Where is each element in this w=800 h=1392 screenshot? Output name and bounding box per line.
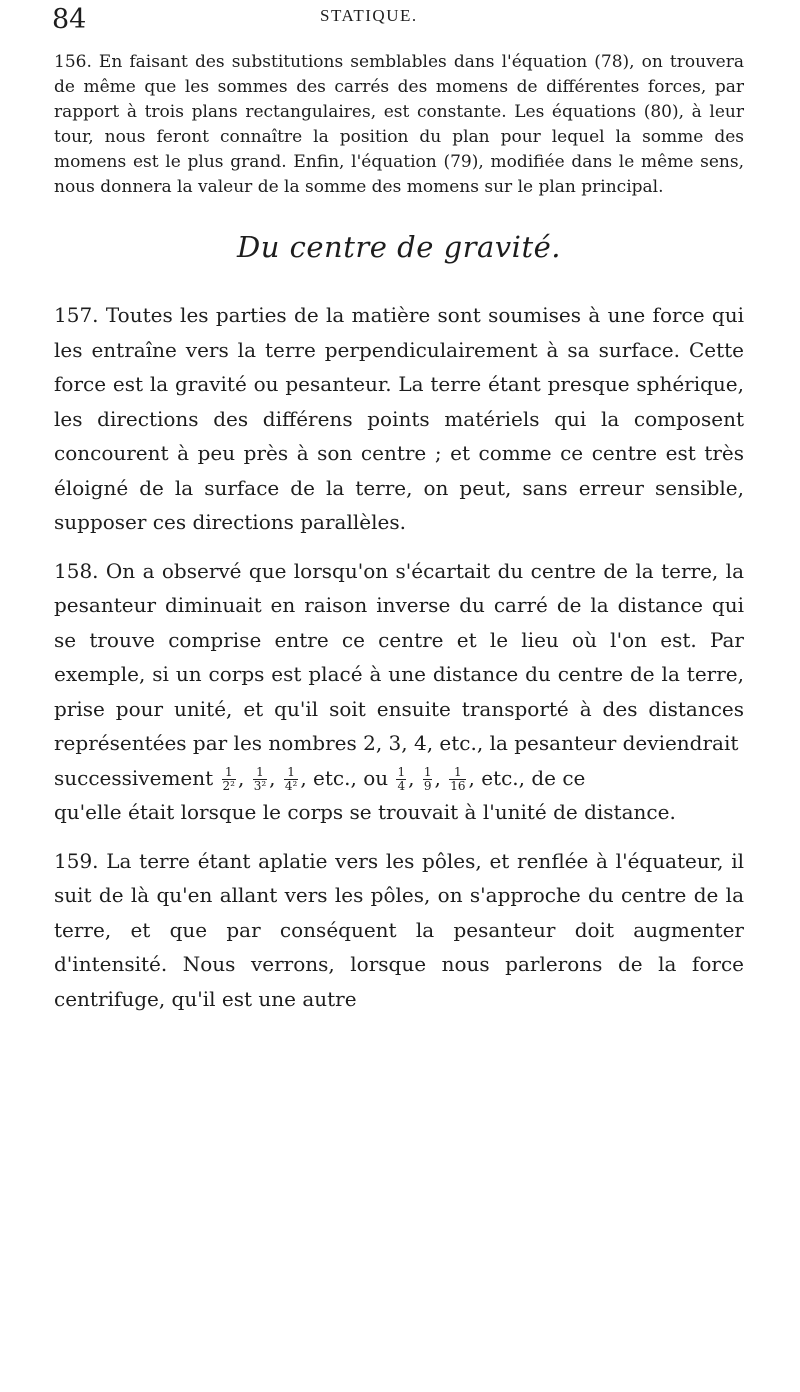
running-head: STATIQUE. bbox=[320, 6, 418, 25]
page-number: 84 bbox=[52, 4, 87, 35]
fraction-1-over-2sq: $\frac{1}{\text{2²}}$ bbox=[222, 764, 235, 793]
paragraph-156: 156. En faisant des substitutions semblables dans l'équation (78), on trouvera de même que les sommes des carrés des momens de différentes forces, par rapport à trois plans rectangulaires, est constante. Les équations (80), à leur tour, nous feront connaître la position du plan pour lequel la somme des momens est le plus grand. Enfin, l'équation (79), modifiée dans le même sens, nous donnera la valeur de la somme des momens sur le plan principal. bbox=[54, 52, 744, 197]
paragraph-159: 159. La terre étant aplatie vers les pôles, et renflée à l'équateur, il suit de là qu'en allant vers les pôles, on s'approche du centre de la terre, et que par conséquent la pesanteur doit augmenter d'intensité. Nous verrons, lorsque nous parlerons de la force centrifuge, qu'il est une autre bbox=[54, 848, 744, 1011]
page-body bbox=[54, 50, 744, 1016]
fraction-1-over-9: $\frac{1}{9}$ bbox=[423, 764, 432, 793]
paragraph-157: 157. Toutes les parties de la matière sont soumises à une force qui les entraîne vers la terre perpendiculairement à sa surface. Cette force est la gravité ou pesanteur. La terre étant presque sphérique, les directions des différens points matériels qui la composent concourent à peu près à son centre ; et comme ce centre est très éloigné de la surface de la terre, on peut, sans erreur sensible, supposer ces directions parallèles. bbox=[54, 303, 744, 534]
paragraph-158-end: qu'elle était lorsque le corps se trouvait à l'unité de distance. bbox=[54, 800, 676, 824]
fraction-1-over-16: $\frac{1}{16}$ bbox=[450, 764, 466, 793]
section-title: Du centre de gravité. bbox=[237, 230, 561, 264]
fraction-1-over-3sq: $\frac{1}{\text{3²}}$ bbox=[253, 764, 267, 793]
text-etc-ou: , etc., ou bbox=[300, 765, 389, 790]
text-etc-de-ce: , etc., de ce bbox=[468, 765, 586, 790]
fraction-1-over-4sq: $\frac{1}{\text{4²}}$ bbox=[284, 764, 298, 793]
fraction-1-over-4: $\frac{1}{4}$ bbox=[397, 764, 406, 793]
paragraph-158: 158. On a observé que lorsqu'on s'écartait du centre de la terre, la pesanteur diminuait en raison inverse du carré de la distance qui se trouve comprise entre ce centre et le lieu où l'on est. Par exemple, si un corps est placé à une distance du centre de la terre, prise pour unité, et qu'il soit ensuite transporté à des distances représentées par les nombres 2, 3, 4, etc., la pesanteur deviendrait bbox=[54, 558, 744, 755]
paragraph-158-fractions: successivement $\frac{1}{\text{2²}}$ , $\frac{1}{\text{3²}}$ , $\frac{1}{\text{4²}}$ , etc., ou $\frac{1}{4}$ , $\frac{1}{9}$ , $\frac{1}{16}$ , etc., de ce bbox=[54, 764, 586, 793]
word-successivement: successivement bbox=[54, 765, 214, 790]
page-header bbox=[52, 4, 752, 54]
